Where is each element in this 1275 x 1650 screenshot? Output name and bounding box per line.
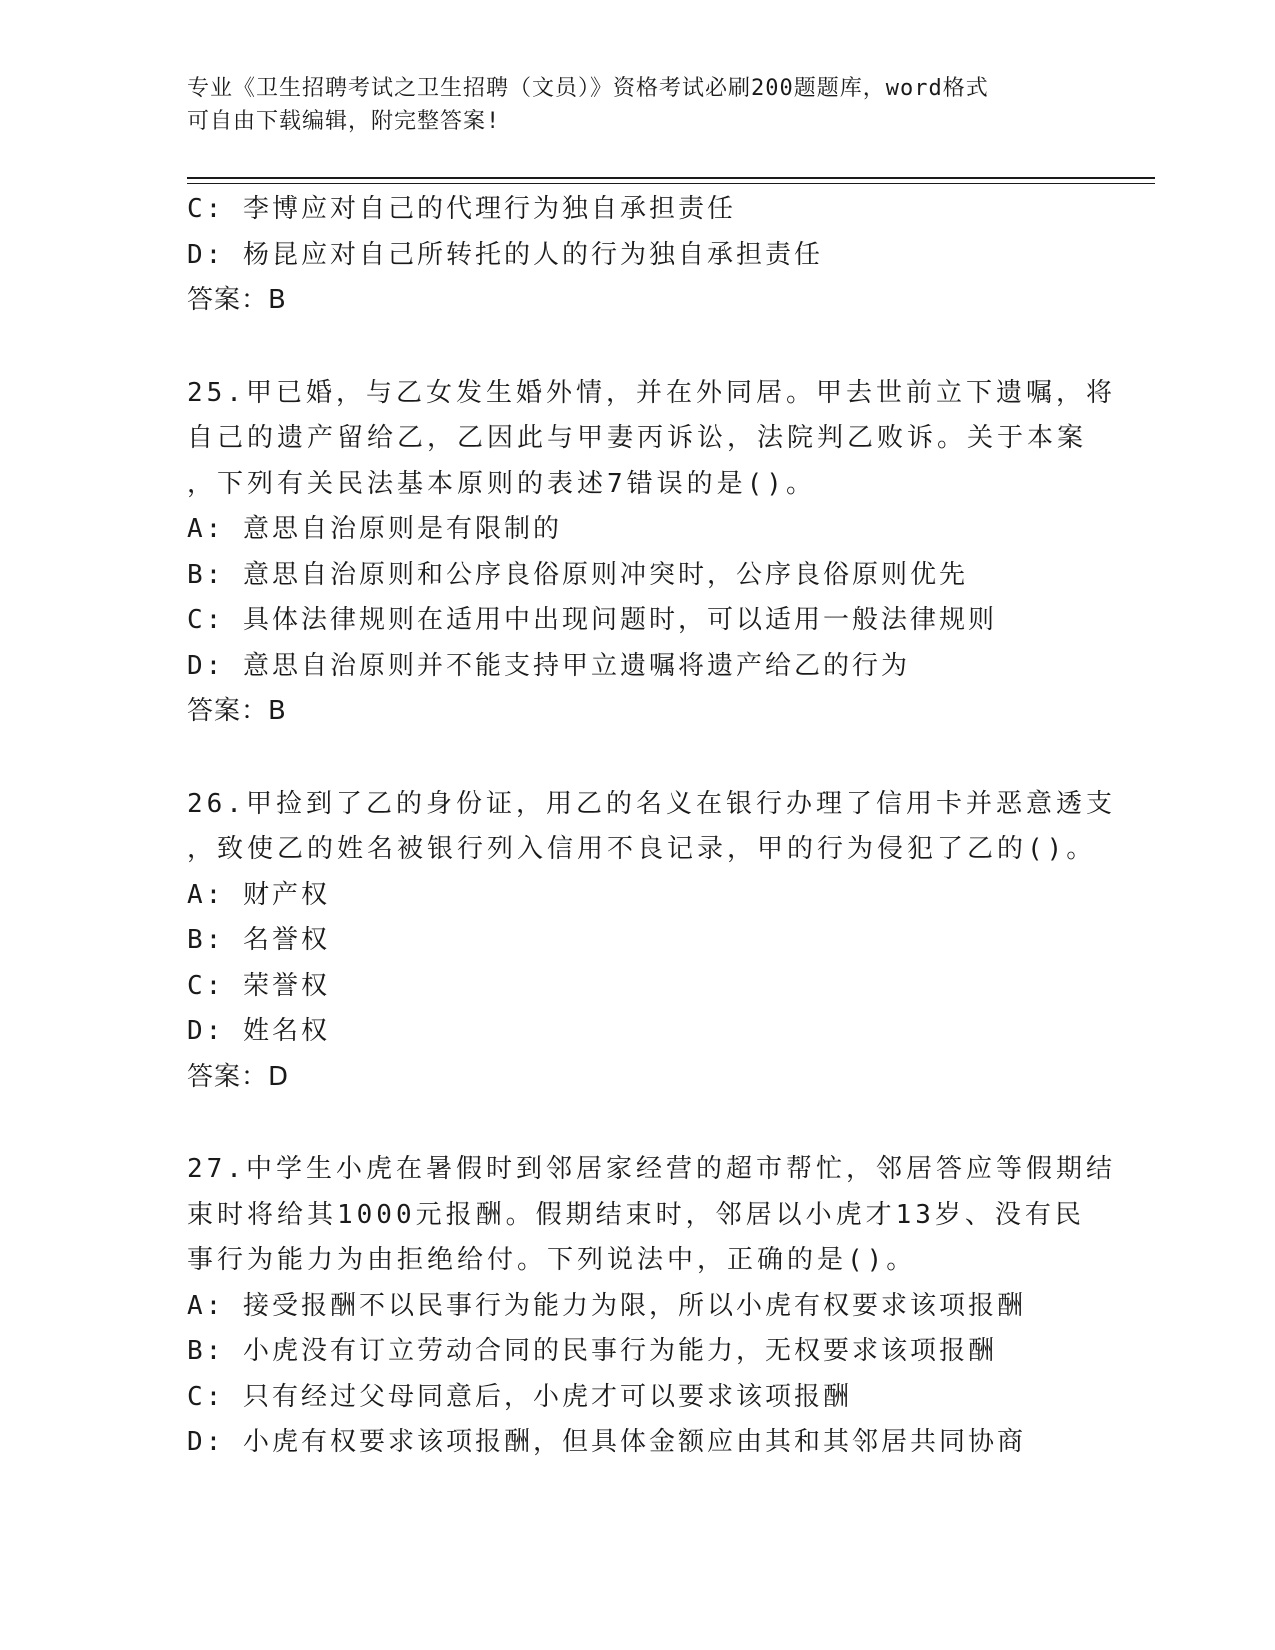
question-text-line: 事行为能力为由拒绝给付。下列说法中，正确的是()。 [187,1245,917,1275]
header-line-1: 专业《卫生招聘考试之卫生招聘（文员）》资格考试必刷200题题库，word格式 [187,76,989,101]
option-a: A: 接受报酬不以民事行为能力为限，所以小虎有权要求该项报酬 [187,1290,1026,1321]
question-content [187,187,1116,1466]
option-c: C: 李博应对自己的代理行为独自承担责任 [187,194,736,224]
question-text-line: 25.甲已婚，与乙女发生婚外情，并在外同居。甲去世前立下遗嘱，将 [187,377,1116,408]
option-c: C: 具体法律规则在适用中出现问题时，可以适用一般法律规则 [187,605,997,635]
answer-line: 答案：B [187,696,287,726]
option-d: D: 杨昆应对自己所转托的人的行为独自承担责任 [187,239,823,270]
question-text-line: 束时将给其1000元报酬。假期结束时，邻居以小虎才13岁、没有民 [187,1199,1085,1230]
header-divider-thin [187,183,1155,184]
question-text-line: 26.甲捡到了乙的身份证，用乙的名义在银行办理了信用卡并恶意透支 [187,788,1116,819]
option-b: B: 名誉权 [187,925,330,955]
option-c: C: 只有经过父母同意后，小虎才可以要求该项报酬 [187,1381,852,1412]
answer-line: 答案：B [187,285,287,315]
question-text-line: 自己的遗产留给乙，乙因此与甲妻丙诉讼，法院判乙败诉。关于本案 [187,423,1088,453]
spacer [187,1100,1087,1147]
header-line-2: 可自由下载编辑，附完整答案! [187,109,501,134]
document-header [187,72,1067,138]
option-d: D: 小虎有权要求该项报酬，但具体金额应由其和其邻居共同协商 [187,1427,1026,1457]
option-b: B: 意思自治原则和公序良俗原则冲突时，公序良俗原则优先 [187,559,968,590]
option-d: D: 意思自治原则并不能支持甲立遗嘱将遗产给乙的行为 [187,650,910,681]
prev-question-block [187,187,1087,324]
option-a: A: 财产权 [187,879,330,910]
option-c: C: 荣誉权 [187,970,330,1001]
option-a: A: 意思自治原则是有限制的 [187,514,562,544]
option-b: B: 小虎没有订立劳动合同的民事行为能力，无权要求该项报酬 [187,1336,997,1366]
spacer [187,324,1087,371]
question-text-line: ，致使乙的姓名被银行列入信用不良记录，甲的行为侵犯了乙的()。 [187,834,1097,864]
option-d: D: 姓名权 [187,1016,330,1046]
question-text-line: ，下列有关民法基本原则的表述7错误的是()。 [187,468,816,499]
spacer [187,735,1087,782]
answer-line: 答案：D [187,1061,290,1092]
question-text-line: 27.中学生小虎在暑假时到邻居家经营的超市帮忙，邻居答应等假期结 [187,1154,1116,1184]
question-25 [187,371,1116,735]
header-divider-thick [187,177,1155,179]
question-27 [187,1147,1116,1466]
question-26 [187,782,1116,1101]
